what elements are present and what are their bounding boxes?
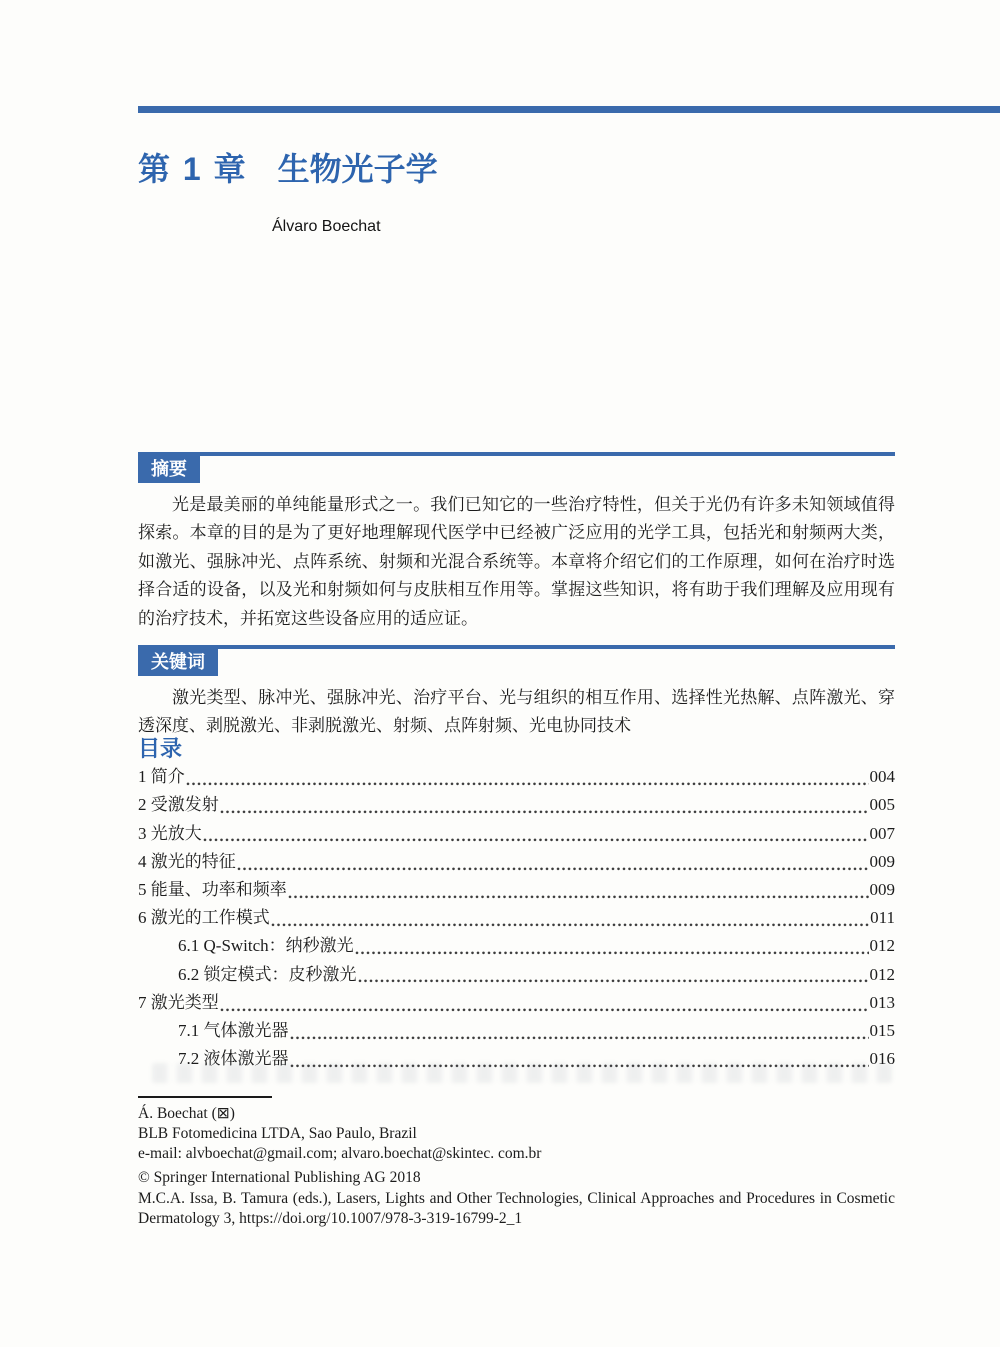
toc-heading: 目录 [138, 736, 183, 761]
toc-entry-page: 005 [869, 795, 895, 815]
footnote-email: e-mail: alvboechat@gmail.com; alvaro.boechat@skintec. com.br [138, 1145, 542, 1162]
toc-entry [138, 818, 895, 846]
chapter-number: 第 1 章 [138, 151, 248, 187]
author-name: Álvaro Boechat [272, 218, 381, 235]
dot-leader [290, 1016, 869, 1044]
footnote-rule [138, 1096, 272, 1098]
toc-entry [138, 847, 895, 875]
toc-entry [138, 762, 895, 790]
toc-entry-page: 009 [869, 879, 895, 899]
toc-entry-label: 7 激光类型 [138, 992, 219, 1012]
toc-entry-label: 6.1 Q-Switch：纳秒激光 [178, 936, 354, 956]
keywords-rule [138, 645, 895, 649]
toc-entry [138, 988, 895, 1016]
toc-entry [138, 875, 895, 903]
footnote-block [138, 1104, 895, 1164]
footnote-author: Á. Boechat (⊠) [138, 1105, 235, 1122]
dot-leader [358, 959, 869, 987]
abstract-heading: 摘要 [138, 456, 200, 483]
toc-entry [138, 1016, 895, 1044]
toc-entry [138, 959, 895, 987]
toc-entry-label: 4 激光的特征 [138, 851, 236, 871]
dot-leader [355, 931, 869, 959]
keywords-section [138, 645, 895, 740]
toc-entry-label: 7.1 气体激光器 [178, 1020, 289, 1040]
toc-entry-page: 012 [869, 936, 895, 956]
dot-leader [220, 790, 869, 818]
keywords-text: 激光类型、脉冲光、强脉冲光、治疗平台、光与组织的相互作用、选择性光热解、点阵激光、穿透深度、剥脱激光、非剥脱激光、射频、点阵射频、光电协同技术 [138, 688, 895, 735]
footnote-affiliation: BLB Fotomedicina LTDA, Sao Paulo, Brazil [138, 1125, 417, 1142]
dot-leader [220, 988, 869, 1016]
toc-entry-page: 015 [869, 1020, 895, 1040]
toc-entry-label: 7.2 液体激光器 [178, 1049, 289, 1069]
toc-entry-label: 1 简介 [138, 767, 185, 787]
toc-entry [138, 790, 895, 818]
toc-entry-label: 2 受激发射 [138, 795, 219, 815]
toc-entry [138, 903, 895, 931]
dot-leader [288, 875, 869, 903]
toc-entry-page: 007 [869, 823, 895, 843]
toc-entry-page: 013 [869, 992, 895, 1012]
dot-leader [271, 903, 869, 931]
keywords-heading: 关键词 [138, 649, 218, 676]
abstract-rule [138, 452, 895, 456]
toc-entry [138, 931, 895, 959]
toc-entry-label: 3 光放大 [138, 823, 202, 843]
toc-entry-page: 016 [869, 1049, 895, 1069]
toc-entry-page: 011 [870, 908, 895, 928]
toc-entry-page: 009 [869, 851, 895, 871]
page-bleed-artifact [152, 1063, 892, 1083]
toc-entry-label: 5 能量、功率和频率 [138, 879, 287, 899]
toc-entry-label: 6 激光的工作模式 [138, 908, 270, 928]
copyright-line: © Springer International Publishing AG 2018 [138, 1169, 421, 1186]
imprint-block [138, 1168, 895, 1230]
toc-entry-page: 004 [869, 767, 895, 787]
dot-leader [186, 762, 869, 790]
abstract-text: 光是最美丽的单纯能量形式之一。我们已知它的一些治疗特性，但关于光仍有许多未知领域值得探索。本章的目的是为了更好地理解现代医学中已经被广泛应用的光学工具，包括光和射频两大类，如激光、强脉冲光、点阵系统、射频和光混合系统等。本章将介绍它们的工作原理，如何在治疗时选择合适的设备，以及光和射频如何与皮肤相互作用等。掌握这些知识，将有助于我们理解及应用现有的治疗技术，并拓宽这些设备应用的适应证。 [138, 495, 895, 628]
citation-line: M.C.A. Issa, B. Tamura (eds.), Lasers, Lights and Other Technologies, Clinical Approaches and Procedures in Cosmetic Dermatology 3, https://doi.org/10.1007/978-3-319-16799-2_1 [138, 1189, 895, 1228]
chapter-title: 生物光子学 [277, 151, 438, 187]
dot-leader [203, 818, 869, 846]
chapter-heading [138, 144, 438, 190]
abstract-section [138, 452, 895, 633]
toc-entry-page: 012 [869, 964, 895, 984]
toc-entry-label: 6.2 锁定模式：皮秒激光 [178, 964, 357, 984]
toc-list [138, 762, 895, 1072]
top-rule [138, 106, 1000, 113]
dot-leader [237, 847, 869, 875]
